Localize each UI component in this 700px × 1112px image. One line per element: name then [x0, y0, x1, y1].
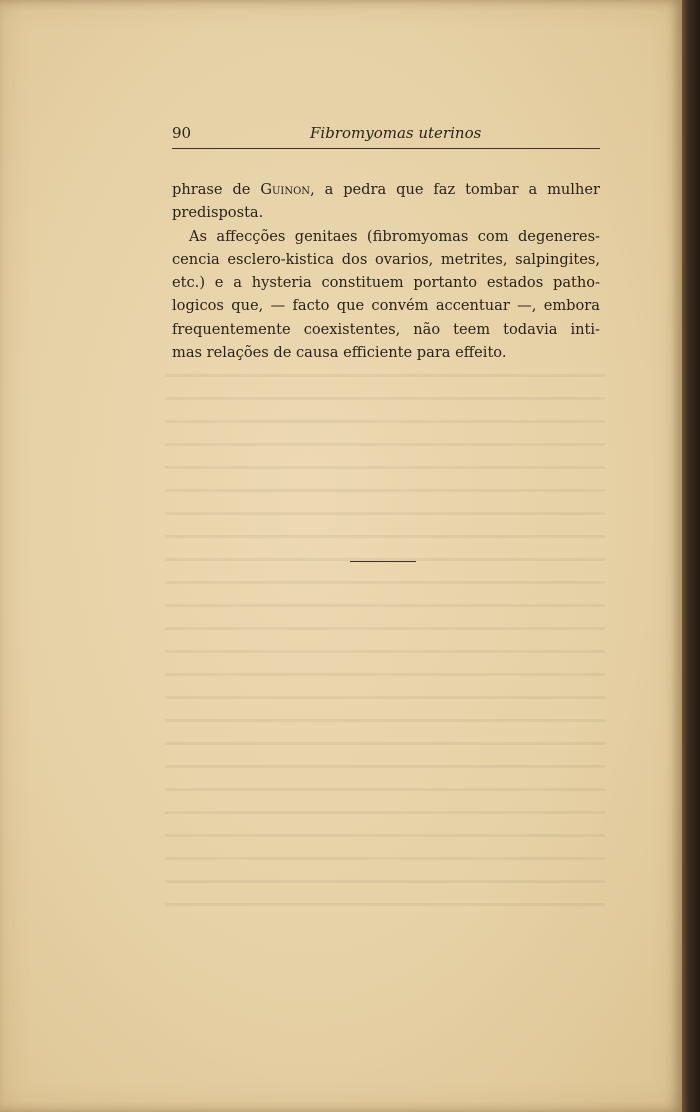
section-divider: [350, 561, 416, 562]
author-name: Guinon: [260, 181, 311, 198]
page-number: 90: [172, 124, 192, 142]
running-title: Fibromyomas uterinos: [310, 124, 482, 142]
show-through-text: [165, 360, 605, 920]
book-edge: [682, 0, 700, 1112]
text-line: etc.) e a hysteria constituem portanto estados patho-: [172, 274, 600, 292]
text-line: frequentemente coexistentes, não teem todavia inti-: [172, 320, 600, 338]
text-line: logicos que, — facto que convém accentuar —, embora: [172, 297, 600, 315]
body-text: [172, 178, 600, 364]
page-header: [172, 122, 600, 149]
text-line: predisposta.: [172, 204, 264, 222]
text-fragment: phrase de: [172, 181, 261, 198]
text-line: [172, 178, 600, 201]
text-fragment: , a pedra que faz tombar a mulher: [310, 181, 600, 198]
text-line: cencia esclero-kistica dos ovarios, metrites, salpingites,: [172, 250, 600, 268]
text-line: As affecções genitaes (fibromyomas com degeneres-: [189, 227, 600, 245]
text-line: mas relações de causa efficiente para effeito.: [172, 344, 507, 362]
